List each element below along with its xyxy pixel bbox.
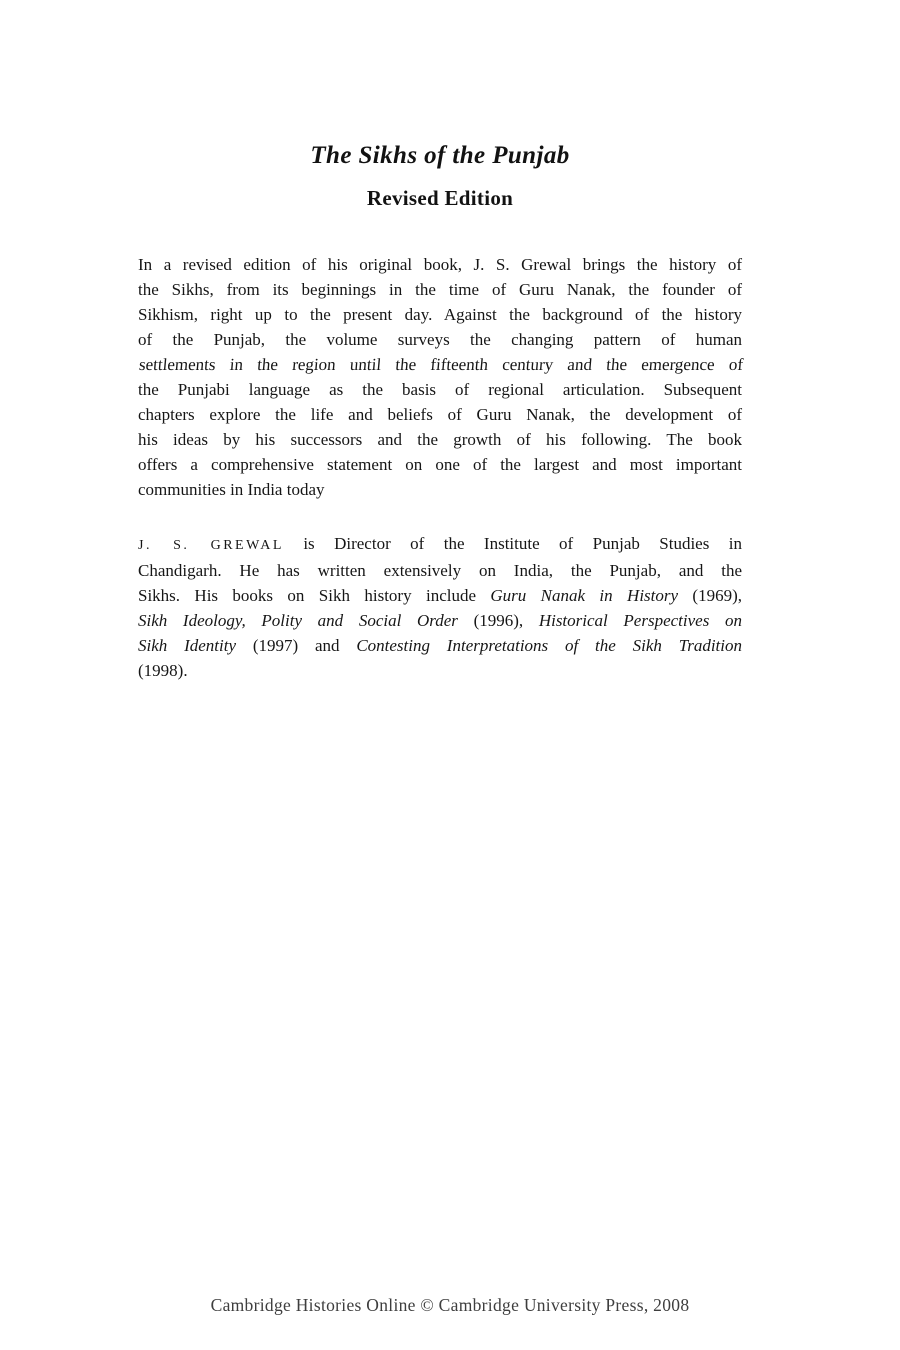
text-segment: (1996),: [457, 611, 539, 630]
text-line: [138, 427, 742, 452]
text-segment: is Director of the Institute of Punjab Studies in: [283, 534, 742, 553]
text-segment: settlements in the region until the fifteenth century and the emergence of: [138, 355, 744, 374]
text-segment: offers a comprehensive statement on one of the largest and most important: [138, 455, 742, 474]
text-segment: the Punjabi language as the basis of regional articulation. Subsequent: [138, 380, 742, 399]
paragraph-book-summary: [138, 252, 742, 502]
text-line: [138, 277, 742, 302]
body-text: [138, 252, 742, 712]
paragraph-author-bio: [138, 531, 742, 683]
book-title: The Sikhs of the Punjab: [310, 142, 570, 169]
text-line: [138, 252, 742, 277]
text-segment: the Sikhs, from its beginnings in the time of Guru Nanak, the founder of: [138, 280, 742, 299]
text-segment: Chandigarh. He has written extensively on India, the Punjab, and the: [138, 561, 742, 580]
text-segment: of the Punjab, the volume surveys the changing pattern of human: [138, 330, 742, 349]
book-title-reference: Contesting Interpretations of the Sikh Tradition: [356, 636, 742, 655]
text-segment: (1997) and: [236, 636, 357, 655]
book-title-reference: Sikh Ideology, Polity and Social Order: [138, 611, 458, 630]
copyright-footer: Cambridge Histories Online © Cambridge University Press, 2008: [210, 1295, 690, 1315]
text-line: [138, 327, 742, 352]
text-line: [138, 658, 742, 683]
book-title-reference: Sikh Identity: [138, 636, 237, 655]
book-title-reference: Historical Perspectives on: [538, 611, 742, 630]
text-line: [138, 608, 742, 633]
text-line: [138, 352, 744, 377]
edition-subtitle: Revised Edition: [366, 186, 514, 210]
text-segment: communities in India today: [138, 480, 325, 499]
text-line: [138, 583, 742, 608]
author-name: J. S. GREWAL: [138, 538, 284, 553]
text-segment: (1969),: [678, 586, 743, 605]
text-segment: Sikhs. His books on Sikh history include: [138, 586, 491, 605]
text-segment: (1998).: [138, 661, 188, 680]
text-line: [138, 377, 742, 402]
text-segment: In a revised edition of his original book, J. S. Grewal brings the history of: [138, 255, 742, 274]
text-segment: his ideas by his successors and the growth of his following. The book: [138, 430, 742, 449]
text-segment: chapters explore the life and beliefs of Guru Nanak, the development of: [138, 405, 742, 424]
text-line: [138, 402, 742, 427]
book-title-reference: Guru Nanak in History: [490, 586, 679, 605]
text-line: [138, 452, 742, 477]
text-segment: Sikhism, right up to the present day. Against the background of the history: [138, 305, 742, 324]
text-line: [138, 477, 742, 502]
text-line: [138, 633, 742, 658]
text-line: [138, 302, 742, 327]
text-line: [138, 558, 742, 583]
text-line: [138, 531, 742, 558]
